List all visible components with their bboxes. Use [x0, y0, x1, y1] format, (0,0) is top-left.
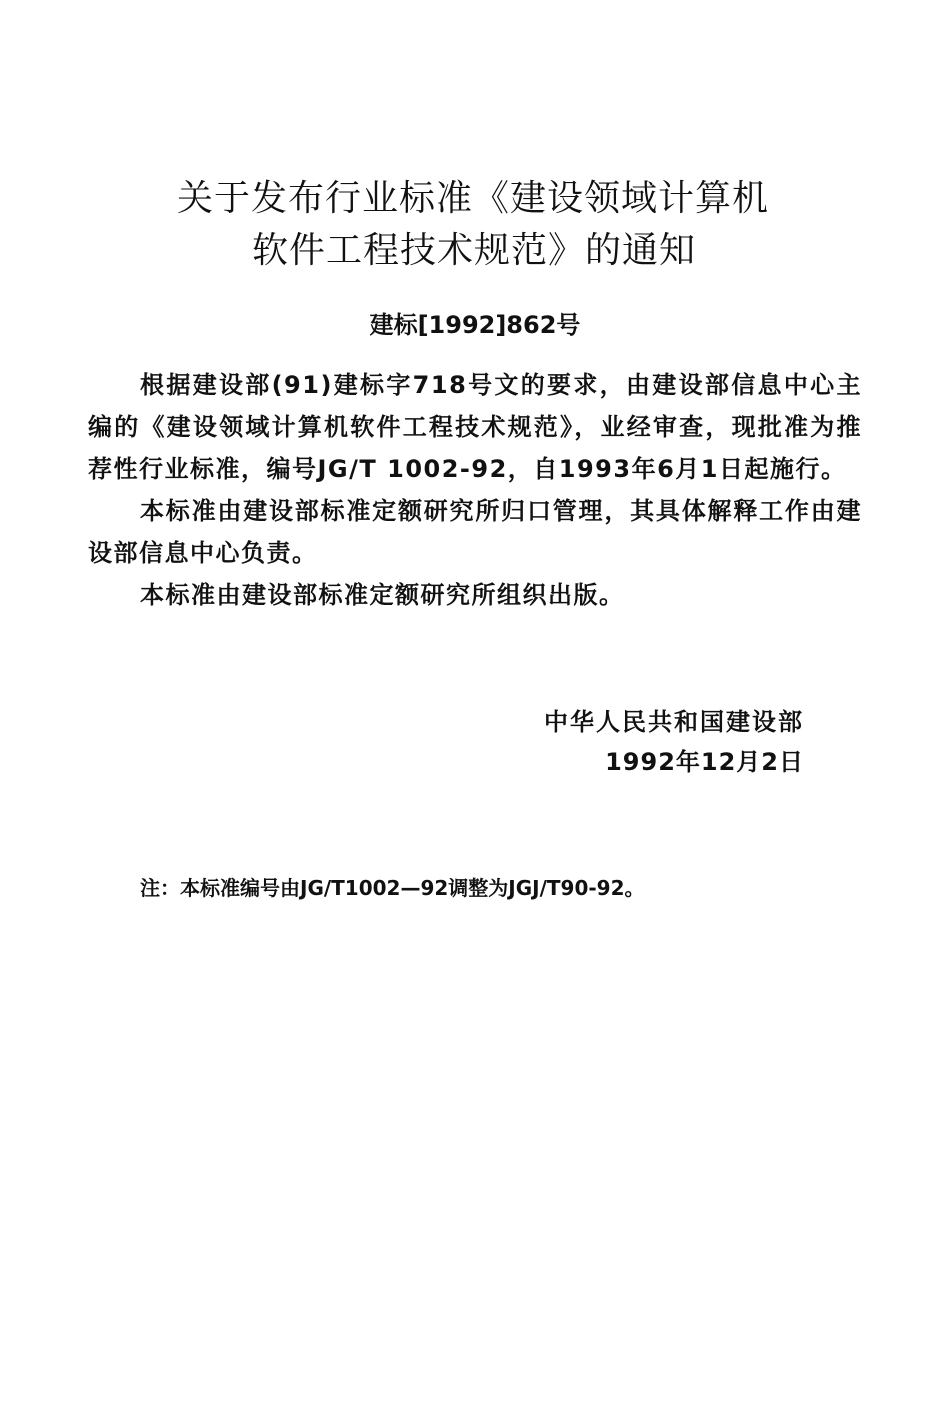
body-paragraph-3 — [88, 574, 862, 616]
paragraph-text: 根据建设部(91)建标字718号文的要求，由建设部信息中心主编的《建设领域计算机软件工程技术规范》，业经审查，现批准为推荐性行业标准，编号JG/T 1002-92，自1993年6月1日起施行。 — [88, 371, 862, 483]
issue-date: 1992年12月2日 — [605, 748, 804, 776]
body-paragraph-2 — [88, 490, 862, 574]
notice-title-line-1: 关于发布行业标准《建设领域计算机 — [176, 178, 769, 219]
body-paragraph-1 — [88, 364, 862, 490]
notice-title-line-2: 软件工程技术规范》的通知 — [251, 230, 696, 271]
document-number: 建标[1992]862号 — [369, 311, 581, 339]
footnote: 注：本标准编号由JG/T1002—92调整为JGJ/T90-92。 — [140, 876, 645, 900]
issuing-authority: 中华人民共和国建设部 — [544, 708, 804, 736]
paragraph-text: 本标准由建设部标准定额研究所组织出版。 — [140, 581, 625, 609]
paragraph-text: 本标准由建设部标准定额研究所归口管理，其具体解释工作由建设部信息中心负责。 — [88, 497, 862, 567]
